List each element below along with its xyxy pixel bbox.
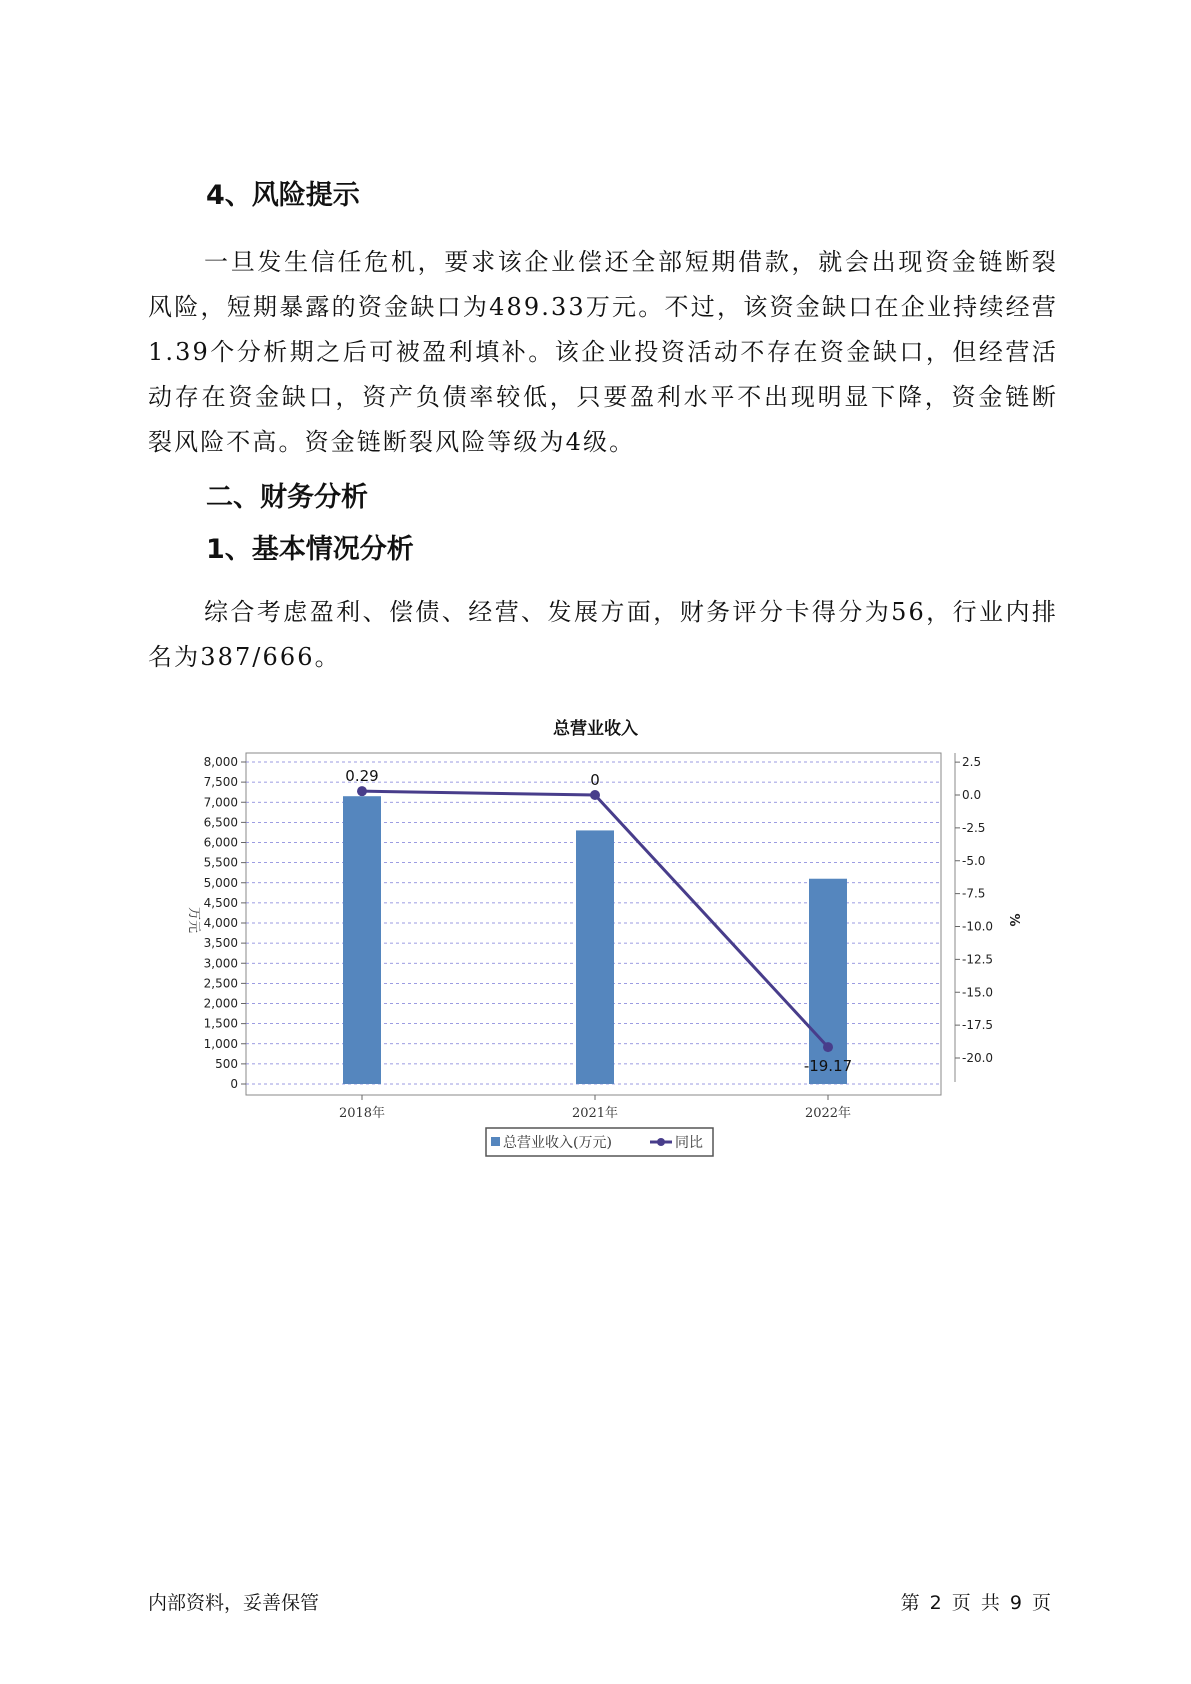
finance-heading: 二、财务分析 — [206, 482, 368, 513]
right-tick-label: 0.0 — [962, 788, 982, 802]
legend-bar-label: 总营业收入(万元) — [503, 1135, 612, 1151]
x-tick-label: 2022年 — [804, 1106, 852, 1121]
left-tick-label: 3,500 — [203, 936, 238, 951]
score-paragraph: 综合考虑盈利、偿债、经营、发展方面，财务评分卡得分为56，行业内排名为387/666。 — [148, 598, 1058, 671]
right-axis-label: % — [1006, 913, 1021, 927]
left-tick-label: 6,000 — [203, 835, 238, 850]
left-tick-label: 1,000 — [203, 1036, 238, 1051]
right-tick-label: -20.0 — [962, 1051, 994, 1065]
yoy-data-label: 0.29 — [345, 767, 379, 786]
legend-line-marker — [657, 1138, 665, 1146]
right-tick-label: 2.5 — [962, 755, 982, 770]
right-tick-label: -5.0 — [962, 853, 986, 868]
left-tick-label: 0 — [230, 1077, 238, 1091]
yoy-point — [357, 786, 367, 796]
yoy-point — [590, 790, 600, 800]
left-tick-label: 2,000 — [203, 996, 238, 1011]
left-tick-label: 4,500 — [203, 895, 238, 910]
left-tick-label: 6,500 — [203, 815, 238, 830]
left-tick-label: 8,000 — [203, 755, 238, 769]
left-tick-label: 1,500 — [203, 1016, 238, 1031]
basic-analysis-heading: 1、基本情况分析 — [206, 534, 414, 565]
left-tick-label: 3,000 — [203, 956, 238, 971]
left-tick-label: 500 — [215, 1056, 238, 1071]
yoy-point — [823, 1042, 833, 1052]
yoy-data-label: 0 — [590, 771, 600, 789]
x-tick-label: 2018年 — [338, 1106, 386, 1121]
chart-title: 总营业收入 — [553, 719, 638, 739]
revenue-bar — [343, 796, 381, 1084]
left-tick-label: 7,000 — [203, 795, 238, 810]
right-tick-label: -7.5 — [962, 886, 986, 901]
left-tick-label: 5,000 — [203, 875, 238, 890]
left-tick-label: 7,500 — [203, 775, 238, 790]
risk-heading: 4、风险提示 — [206, 180, 360, 211]
right-tick-label: -10.0 — [962, 919, 994, 934]
right-tick-label: -2.5 — [962, 820, 986, 835]
left-tick-label: 2,500 — [203, 976, 238, 991]
risk-paragraph: 一旦发生信任危机，要求该企业偿还全部短期借款，就会出现资金链断裂风险，短期暴露的资金缺口为489.33万元。不过，该资金缺口在企业持续经营 1.39个分析期之后可被盈利填补。该企业投资活动不存在资金缺口，但经营活动存在资金缺口，资产负债率较低，只要盈利水平不出现明显下降，资金链断裂风险不高。资金链断裂风险等级为4级。 — [148, 248, 1058, 456]
footer-confidential: 内部资料，妥善保管 — [148, 1592, 320, 1614]
footer-page-number: 第 2 页 共 9 页 — [900, 1592, 1053, 1614]
yoy-data-label: -19.17 — [803, 1057, 853, 1076]
left-tick-label: 5,500 — [203, 855, 238, 870]
left-axis-label: 万元 — [186, 906, 201, 934]
x-tick-label: 2021年 — [571, 1106, 619, 1121]
revenue-bar — [576, 830, 614, 1084]
legend-line-label: 同比 — [675, 1135, 703, 1151]
right-tick-label: -15.0 — [962, 985, 994, 1000]
left-tick-label: 4,000 — [203, 916, 238, 930]
revenue-bar — [809, 879, 847, 1084]
legend-bar-swatch — [491, 1137, 500, 1146]
right-tick-label: -17.5 — [962, 1018, 994, 1033]
right-tick-label: -12.5 — [962, 952, 994, 967]
